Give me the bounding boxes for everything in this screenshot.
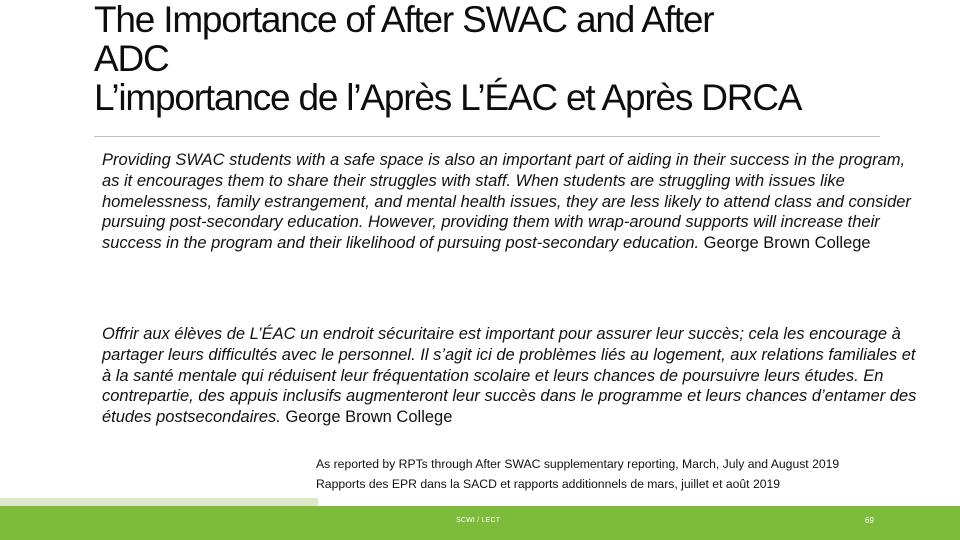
title-divider: [94, 136, 880, 137]
source-note-english: As reported by RPTs through After SWAC supplementary reporting, March, July and August 2019: [316, 457, 840, 471]
page-number: 69: [865, 516, 874, 525]
footer-label: SCWI / LECT: [456, 517, 501, 524]
footer-accent-band: [0, 498, 318, 506]
title-line-3: L’importance de l’Après L’ÉAC et Après DRCA: [94, 77, 802, 118]
paragraph-french-source: George Brown College: [280, 408, 453, 427]
source-note-french: Rapports des EPR dans la SACD et rapports additionnels de mars, juillet et août 2019: [316, 477, 781, 491]
paragraph-english: [102, 150, 922, 254]
paragraph-french-body: Offrir aux élèves de L’ÉAC un endroit sécuritaire est important pour assurer leur succès; cela les encourage à partager leurs difficultés avec le personnel. Il s’agit ici de problèmes liés au logement, aux relations familiales et à la santé mentale qui réduisent leur fréquentation scolaire et leurs chances de poursuivre leurs études. En contrepartie, des appuis inclusifs augmenteront leur succès dans le programme et leurs chances d’entamer des études postsecondaires.: [102, 325, 917, 427]
title-line-1: The Importance of After SWAC and After: [94, 0, 714, 40]
paragraph-english-source: George Brown College: [699, 234, 871, 253]
slide-title: [94, 0, 914, 117]
paragraph-french: [102, 324, 922, 428]
paragraph-english-body: Providing SWAC students with a safe space is also an important part of aiding in their success in the program, as it encourages them to share their struggles with staff. When students are struggling with issues like homelessness, family estrangement, and mental health issues, they are less likely to attend class and consider pursuing post-secondary education. However, providing them with wrap-around supports will increase their success in the program and their likelihood of pursuing post-secondary education.: [102, 151, 911, 253]
title-line-2: ADC: [94, 38, 169, 79]
